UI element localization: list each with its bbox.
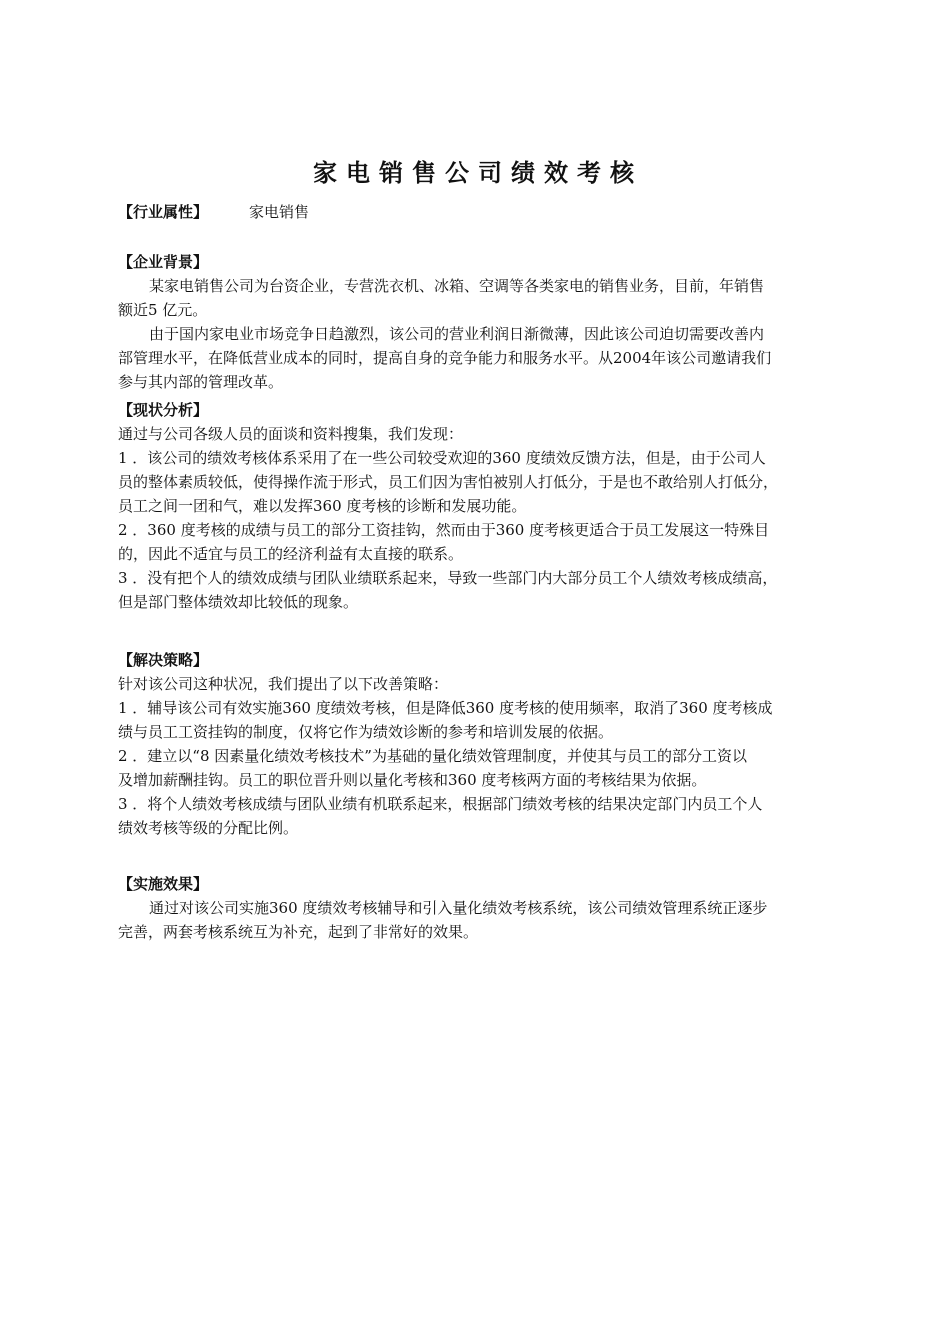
status-line: 1 ．该公司的绩效考核体系采用了在一些公司较受欢迎的360 度绩效反馈方法，但是，由于公司人 xyxy=(118,449,766,467)
strategy-line: 及增加薪酬挂钩。员工的职位晋升则以量化考核和360 度考核两方面的考核结果为依据。 xyxy=(118,771,707,789)
effect-section xyxy=(118,872,838,944)
strategy-line: 针对该公司这种状况，我们提出了以下改善策略： xyxy=(118,675,449,693)
status-line: 的，因此不适宜与员工的经济利益有太直接的联系。 xyxy=(118,545,464,563)
background-p2-line-1: 由于国内家电业市场竞争日趋激烈，该公司的营业利润日渐微薄，因此该公司迫切需要改善内 xyxy=(149,325,765,343)
status-line: 员的整体素质较低，使得操作流于形式，员工们因为害怕被别人打低分，于是也不敢给别人打低分， xyxy=(118,473,779,491)
effect-line: 通过对该公司实施360 度绩效考核辅导和引入量化绩效考核系统，该公司绩效管理系统正逐步 xyxy=(149,899,768,917)
status-line: 2 ．360 度考核的成绩与员工的部分工资挂钩，然而由于360 度考核更适合于员工发展这一特殊目 xyxy=(118,521,770,539)
status-heading: 【现状分析】 xyxy=(118,401,209,419)
strategy-line: 绩与员工工资挂钩的制度，仅将它作为绩效诊断的参考和培训发展的依据。 xyxy=(118,723,614,741)
status-line: 员工之间一团和气，难以发挥360 度考核的诊断和发展功能。 xyxy=(118,497,527,515)
industry-row xyxy=(118,200,838,224)
status-section xyxy=(118,398,838,614)
effect-heading: 【实施效果】 xyxy=(118,875,209,893)
background-p2-line-3: 参与其内部的管理改革。 xyxy=(118,373,284,391)
strategy-heading: 【解决策略】 xyxy=(118,651,209,669)
document-title: 家电销售公司绩效考核 xyxy=(313,159,643,187)
background-heading: 【企业背景】 xyxy=(118,253,209,271)
strategy-line: 3 ．将个人绩效考核成绩与团队业绩有机联系起来，根据部门绩效考核的结果决定部门内员工个人 xyxy=(118,795,763,813)
strategy-line: 绩效考核等级的分配比例。 xyxy=(118,819,299,837)
strategy-section xyxy=(118,648,838,840)
status-line: 通过与公司各级人员的面谈和资料搜集，我们发现： xyxy=(118,425,464,443)
background-p1-line-1: 某家电销售公司为台资企业，专营洗衣机、冰箱、空调等各类家电的销售业务，目前，年销售 xyxy=(149,277,765,295)
industry-value: 家电销售 xyxy=(249,203,310,221)
strategy-line: 2 ．建立以“8 因素量化绩效考核技术”为基础的量化绩效管理制度，并使其与员工的部分工资以 xyxy=(118,747,747,765)
strategy-line: 1 ．辅导该公司有效实施360 度绩效考核，但是降低360 度考核的使用频率，取消了360 度考核成 xyxy=(118,699,773,717)
background-section xyxy=(118,250,838,394)
status-line: 但是部门整体绩效却比较低的现象。 xyxy=(118,593,359,611)
background-p2-line-2: 部管理水平，在降低营业成本的同时，提高自身的竞争能力和服务水平。从2004年该公司邀请我们 xyxy=(118,349,772,367)
background-p1-line-2: 额近5 亿元。 xyxy=(118,301,208,319)
status-line: 3 ．没有把个人的绩效成绩与团队业绩联系起来，导致一些部门内大部分员工个人绩效考核成绩高， xyxy=(118,569,778,587)
industry-label: 【行业属性】 xyxy=(118,203,209,221)
effect-line: 完善，两套考核系统互为补充，起到了非常好的效果。 xyxy=(118,923,479,941)
